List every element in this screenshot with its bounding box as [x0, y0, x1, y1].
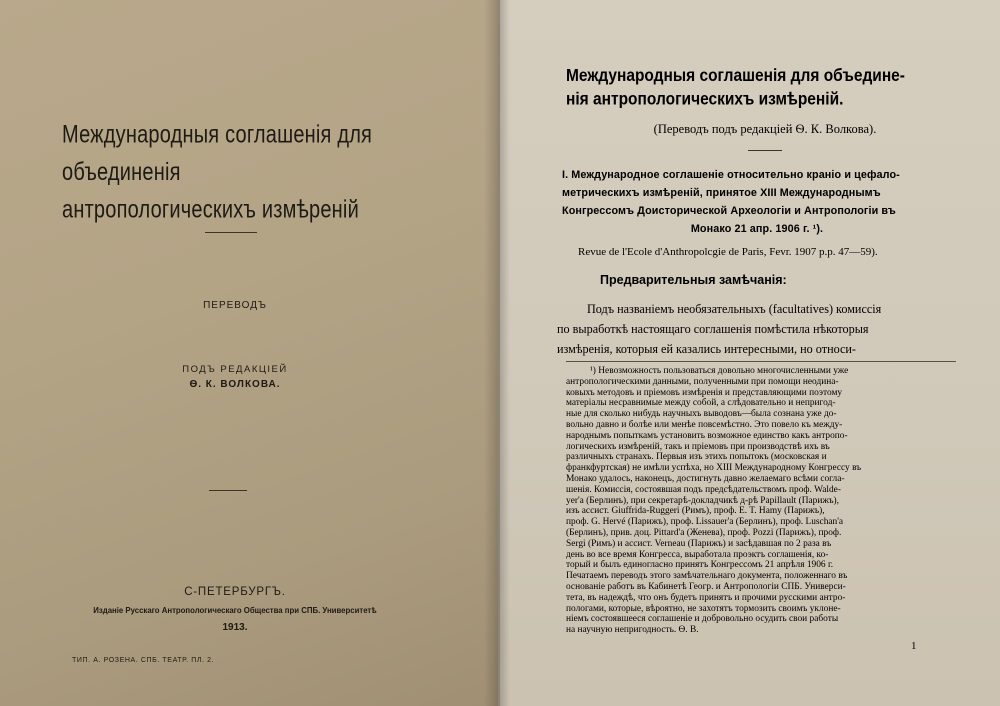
- page-divider: [748, 150, 782, 151]
- cover-title: [62, 116, 442, 229]
- cover-title-line: Международныя соглашенія для объединенія: [62, 121, 373, 186]
- cover-divider: [205, 232, 257, 233]
- footnote-line: ¹) Невозможность пользоваться довольно многочисленными уже: [590, 366, 849, 376]
- cover-editor-name: Ѳ. К. ВОЛКОВА.: [189, 379, 281, 390]
- footnote-line: Печатаемъ переводъ этого замѣчательнаго документа, положеннаго въ: [566, 571, 848, 582]
- cover-divider-lower: [209, 490, 247, 491]
- footnote-line: день во все время Конгресса, выработала проэктъ соглашенія, ко-: [566, 549, 829, 560]
- footnote-line: франкфуртская) не имѣли успѣха, но XIII Международному Конгрессу въ: [566, 463, 862, 474]
- footnote-line: антропологическими данными, полученными при помощи неодина-: [566, 376, 839, 387]
- footnote-line: пологами, которые, вѣроятно, не захотятъ тормозить своимъ уклоне-: [566, 603, 841, 614]
- footnote-line: на научную непригодность. Ѳ. В.: [566, 625, 699, 636]
- cover-printer: ТИП. А. РОЗЕНА. СПБ. ТЕАТР. ПЛ. 2.: [72, 657, 215, 664]
- footnote-line: матеріалы несравнимые между собой, а слѣдовательно и непригод-: [566, 398, 836, 409]
- page-title-line: нія антропологическихъ измѣреній.: [566, 89, 844, 109]
- footnote-line: изъ ассист. Giuffrida-Ruggeri (Римъ), проф. E. T. Hamy (Парижъ),: [566, 506, 825, 517]
- footnote-line: логическихъ измѣреній, такъ и пріемовъ при производствѣ ихъ въ: [566, 441, 830, 452]
- section-title: [562, 166, 952, 238]
- page-subtitle: (Переводъ подъ редакціей Ѳ. К. Волкова).: [653, 122, 877, 136]
- footnote-line: ніемъ состоявшееся соглашеніе и добровольно осудить свои работы: [566, 614, 839, 625]
- cover-publisher: Изданіе Русскаго Антропологическаго Общества при СПБ. Университетѣ: [93, 606, 377, 615]
- footnote-line: народнымъ попыткамъ установить возможное единство какъ антропо-: [566, 430, 848, 441]
- cover-page: [0, 0, 498, 706]
- footnote-line: yer'а (Берлинъ), при секретарѣ-докладчикѣ д-рѣ Papillault (Парижъ),: [566, 495, 840, 506]
- footnote-line: ные для сколько нибудь научныхъ выводовъ—была сознана уже до-: [566, 409, 837, 420]
- source-citation: Revue de l'Ecole d'Anthropolcgie de Paris, Fevr. 1907 p.p. 47—59).: [578, 246, 878, 258]
- section-title-line: Монако 21 апр. 1906 г. ¹).: [690, 223, 824, 235]
- body-text: [557, 299, 957, 359]
- cover-city: С-ПЕТЕРБУРГЪ.: [184, 586, 286, 598]
- section-title-line: Конгрессомъ Доисторической Археологіи и Антропологіи въ: [562, 205, 896, 217]
- footnote-line: Sergi (Римъ) и ассист. Verneau (Парижъ) и засѣдавшая по 2 раза въ: [566, 538, 832, 549]
- footnote-line: шенія. Комиссія, состоявшая подъ предсѣдательствомъ проф. Walde-: [566, 484, 841, 495]
- page-number: 1: [911, 640, 917, 652]
- cover-editor-prefix: ПОДЪ РЕДАКЦІЕЙ: [182, 364, 288, 375]
- cover-title-line: антропологическихъ измѣреній: [62, 196, 359, 224]
- footnote-line: основаніе работъ въ Кабинетѣ Геогр. и Антропологіи СПБ. Универси-: [566, 581, 846, 592]
- section-title-line: метрическихъ измѣреній, принятое XIII Международнымъ: [562, 187, 881, 199]
- cover-year: 1913.: [222, 622, 248, 633]
- footnote-line: тета, въ надеждѣ, что онъ будетъ принятъ и прочими русскими антро-: [566, 592, 846, 603]
- footnote-line: Монако удалось, наконецъ, достигнуть давно желаемаго всѣми согла-: [566, 473, 845, 484]
- page-title-line: Международныя соглашенія для объедине-: [566, 66, 905, 86]
- body-line: измѣренія, которыя ей казались интересными, но относи-: [557, 342, 856, 356]
- footnote-line: различныхъ странахъ. Первыя изъ этихъ попытокъ (московская и: [566, 452, 827, 463]
- body-line: по выработкѣ настоящаго соглашенія помѣстила нѣкоторыя: [557, 322, 869, 336]
- page-title: [566, 64, 961, 111]
- footnote-line: торый и былъ единогласно принятъ Конгрессомъ 21 апрѣля 1906 г.: [566, 560, 834, 571]
- section-heading: Предварительныя замѣчанія:: [600, 273, 787, 287]
- footnote-line: (Берлинъ), прив. доц. Pittard'а (Женева), проф. Pozzi (Парижъ), проф.: [566, 527, 842, 538]
- footnote-line: проф. G. Hervé (Парижъ), проф. Lissauer'а (Берлинъ), проф. Luschan'а: [566, 517, 844, 528]
- body-line: Подъ названіемъ необязательныхъ (facultatives) комиссія: [587, 302, 882, 316]
- footnote-divider: [566, 361, 956, 362]
- footnote-line: ковыхъ методовъ и пріемовъ измѣренія и представляющими поэтому: [566, 387, 843, 398]
- footnote-line: вольно давно и болѣе или менѣе повсемѣстно. Это повело къ между-: [566, 419, 843, 430]
- footnote: [566, 366, 958, 636]
- cover-translation-label: ПЕРЕВОДЪ: [203, 300, 267, 311]
- section-title-line: I. Международное соглашеніе относительно краніо и цефало-: [562, 169, 900, 181]
